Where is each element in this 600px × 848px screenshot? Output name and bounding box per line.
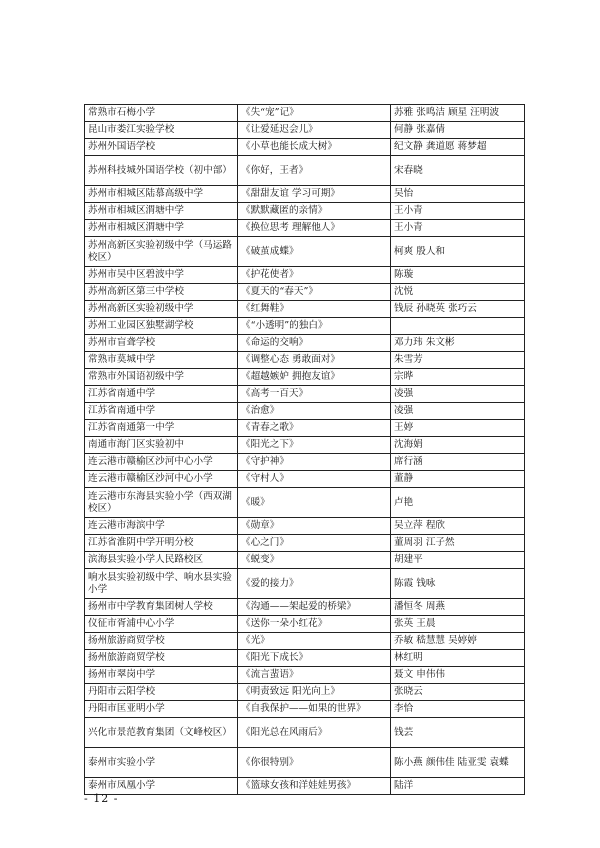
table-row [85, 156, 525, 186]
school-cell: 江苏省南通中学 [85, 386, 238, 403]
title-cell: 《光》 [238, 633, 391, 650]
title-cell: 《青春之歌》 [238, 420, 391, 437]
title-cell: 《勋章》 [238, 518, 391, 535]
table-row [85, 718, 525, 748]
table-row [85, 684, 525, 701]
school-cell: 扬州旅游商贸学校 [85, 633, 238, 650]
table-row [85, 569, 525, 599]
table-row [85, 701, 525, 718]
author-cell: 林红明 [391, 650, 525, 667]
author-cell: 陆洋 [391, 778, 525, 795]
school-cell: 扬州旅游商贸学校 [85, 650, 238, 667]
title-cell: 《守护神》 [238, 454, 391, 471]
author-cell: 宋春晓 [391, 156, 525, 186]
table-row [85, 386, 525, 403]
table-row [85, 471, 525, 488]
author-cell: 张晓云 [391, 684, 525, 701]
title-cell: 《自我保护——如果的世界》 [238, 701, 391, 718]
table-row [85, 220, 525, 237]
author-cell: 王小青 [391, 220, 525, 237]
author-cell: 张英 王晨 [391, 616, 525, 633]
school-cell: 连云港市东海县实验小学（西双湖校区） [85, 488, 238, 518]
title-cell: 《夏天的“春天”》 [238, 284, 391, 301]
author-cell: 苏雅 张鸣洁 顾星 汪明波 [391, 105, 525, 122]
author-cell: 聂文 申伟伟 [391, 667, 525, 684]
author-cell: 陈小燕 颜伟佳 陆亚雯 袁蝶 [391, 748, 525, 778]
author-cell: 董周羽 江子然 [391, 535, 525, 552]
school-cell: 苏州工业园区独墅湖学校 [85, 318, 238, 335]
table-row [85, 599, 525, 616]
award-table [84, 104, 525, 795]
school-cell: 江苏省淮阴中学开明分校 [85, 535, 238, 552]
school-cell: 苏州外国语学校 [85, 139, 238, 156]
school-cell: 兴化市景范教育集团（文峰校区） [85, 718, 238, 748]
title-cell: 《你很特别》 [238, 748, 391, 778]
school-cell: 扬州市翠岗中学 [85, 667, 238, 684]
author-cell: 邓力玮 朱文彬 [391, 335, 525, 352]
title-cell: 《调整心态 勇敢面对》 [238, 352, 391, 369]
title-cell: 《甜甜友谊 学习可期》 [238, 186, 391, 203]
title-cell: 《守村人》 [238, 471, 391, 488]
title-cell: 《阳光总在风雨后》 [238, 718, 391, 748]
table-row [85, 535, 525, 552]
author-cell: 朱雪芳 [391, 352, 525, 369]
author-cell: 凌强 [391, 403, 525, 420]
author-cell: 陈璇 [391, 267, 525, 284]
table-row [85, 488, 525, 518]
author-cell: 钱辰 孙晓英 张巧云 [391, 301, 525, 318]
school-cell: 苏州高新区实验初级中学（马运路校区） [85, 237, 238, 267]
school-cell: 苏州科技城外国语学校（初中部） [85, 156, 238, 186]
title-cell: 《红舞鞋》 [238, 301, 391, 318]
title-cell: 《明责致远 阳光向上》 [238, 684, 391, 701]
title-cell: 《沟通——架起爱的桥梁》 [238, 599, 391, 616]
author-cell: 纪文静 龚道愿 蒋梦超 [391, 139, 525, 156]
author-cell: 席行涵 [391, 454, 525, 471]
school-cell: 苏州高新区实验初级中学 [85, 301, 238, 318]
author-cell: 董静 [391, 471, 525, 488]
author-cell: 胡建平 [391, 552, 525, 569]
school-cell: 滨海县实验小学人民路校区 [85, 552, 238, 569]
author-cell: 柯爽 殷人和 [391, 237, 525, 267]
title-cell: 《高考一百天》 [238, 386, 391, 403]
author-cell: 何静 张嘉倩 [391, 122, 525, 139]
school-cell: 苏州市盲聋学校 [85, 335, 238, 352]
author-cell: 王小青 [391, 203, 525, 220]
author-cell: 吴立萍 程欣 [391, 518, 525, 535]
school-cell: 响水县实验初级中学、响水县实验小学 [85, 569, 238, 599]
title-cell: 《破茧成蝶》 [238, 237, 391, 267]
title-cell: 《你好，王者》 [238, 156, 391, 186]
author-cell: 乔敏 嵇慧慧 吴婷婷 [391, 633, 525, 650]
table-row [85, 778, 525, 795]
title-cell: 《心之门》 [238, 535, 391, 552]
table-row [85, 369, 525, 386]
author-cell: 钱芸 [391, 718, 525, 748]
table-row [85, 237, 525, 267]
school-cell: 丹阳市匡亚明小学 [85, 701, 238, 718]
table-row [85, 335, 525, 352]
title-cell: 《换位思考 理解他人》 [238, 220, 391, 237]
table-row [85, 186, 525, 203]
table-row [85, 267, 525, 284]
author-cell: 凌强 [391, 386, 525, 403]
table-row [85, 420, 525, 437]
author-cell: 卢艳 [391, 488, 525, 518]
school-cell: 丹阳市云阳学校 [85, 684, 238, 701]
school-cell: 江苏省南通第一中学 [85, 420, 238, 437]
title-cell: 《失“宠”记》 [238, 105, 391, 122]
table-row [85, 633, 525, 650]
table-row [85, 650, 525, 667]
table-row [85, 301, 525, 318]
title-cell: 《爱的接力》 [238, 569, 391, 599]
table-row [85, 352, 525, 369]
author-cell: 沈悦 [391, 284, 525, 301]
school-cell: 苏州市相城区渭塘中学 [85, 220, 238, 237]
table-row [85, 284, 525, 301]
table-row [85, 518, 525, 535]
title-cell: 《超越嫉妒 拥抱友谊》 [238, 369, 391, 386]
table-row [85, 139, 525, 156]
school-cell: 泰州市实验小学 [85, 748, 238, 778]
table-row [85, 403, 525, 420]
school-cell: 常熟市外国语初级中学 [85, 369, 238, 386]
table-row [85, 552, 525, 569]
author-cell: 沈海娟 [391, 437, 525, 454]
school-cell: 仪征市胥浦中心小学 [85, 616, 238, 633]
school-cell: 昆山市娄江实验学校 [85, 122, 238, 139]
author-cell: 吴怡 [391, 186, 525, 203]
table-row [85, 318, 525, 335]
table-row [85, 437, 525, 454]
school-cell: 苏州市吴中区碧波中学 [85, 267, 238, 284]
school-cell: 常熟市石梅小学 [85, 105, 238, 122]
table-row [85, 667, 525, 684]
school-cell: 苏州高新区第三中学校 [85, 284, 238, 301]
title-cell: 《命运的交响》 [238, 335, 391, 352]
page-number: - 12 - [84, 792, 119, 805]
author-cell: 李恰 [391, 701, 525, 718]
author-cell: 陈霞 钱咏 [391, 569, 525, 599]
table-row [85, 122, 525, 139]
title-cell: 《篮球女孩和洋娃娃男孩》 [238, 778, 391, 795]
author-cell [391, 318, 525, 335]
title-cell: 《阳光之下》 [238, 437, 391, 454]
title-cell: 《让爱延迟会儿》 [238, 122, 391, 139]
school-cell: 南通市海门区实验初中 [85, 437, 238, 454]
school-cell: 连云港市赣榆区沙河中心小学 [85, 454, 238, 471]
title-cell: 《暖》 [238, 488, 391, 518]
title-cell: 《默默藏匿的亲情》 [238, 203, 391, 220]
school-cell: 常熟市莫城中学 [85, 352, 238, 369]
title-cell: 《送你一朵小红花》 [238, 616, 391, 633]
title-cell: 《蜕变》 [238, 552, 391, 569]
school-cell: 连云港市赣榆区沙河中心小学 [85, 471, 238, 488]
title-cell: 《流言蜚语》 [238, 667, 391, 684]
author-cell: 潘恒冬 周燕 [391, 599, 525, 616]
school-cell: 扬州市中学教育集团树人学校 [85, 599, 238, 616]
table-row [85, 748, 525, 778]
school-cell: 连云港市海滨中学 [85, 518, 238, 535]
title-cell: 《小草也能长成大树》 [238, 139, 391, 156]
table-row [85, 454, 525, 471]
school-cell: 苏州市相城区陆慕高级中学 [85, 186, 238, 203]
author-cell: 宗晔 [391, 369, 525, 386]
award-table-body [85, 105, 525, 795]
school-cell: 江苏省南通中学 [85, 403, 238, 420]
title-cell: 《护花使者》 [238, 267, 391, 284]
table-row [85, 616, 525, 633]
title-cell: 《阳光下成长》 [238, 650, 391, 667]
title-cell: 《“小透明”的独白》 [238, 318, 391, 335]
table-row [85, 105, 525, 122]
school-cell: 苏州市相城区渭塘中学 [85, 203, 238, 220]
author-cell: 王婷 [391, 420, 525, 437]
title-cell: 《治愈》 [238, 403, 391, 420]
table-row [85, 203, 525, 220]
school-cell: 泰州市凤凰小学 [85, 778, 238, 795]
